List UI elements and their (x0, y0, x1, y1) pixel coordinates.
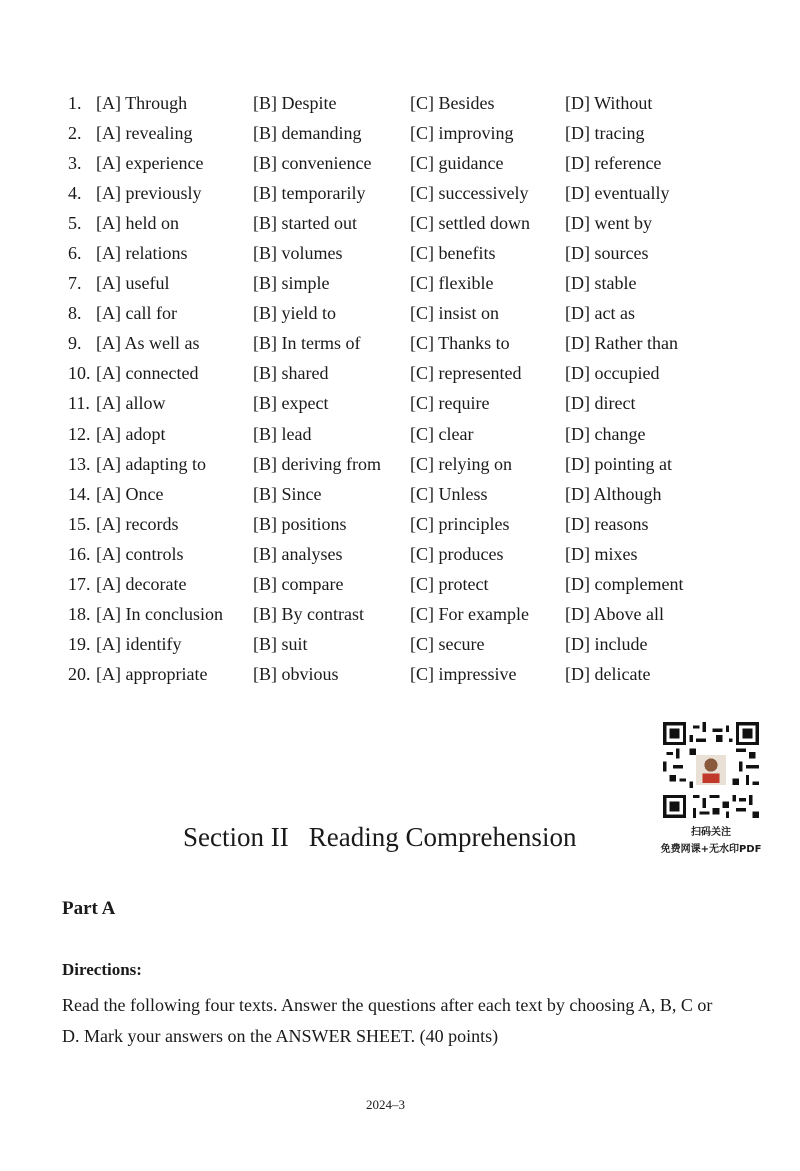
option-c: [C] successively (410, 182, 529, 203)
option-b: [B] lead (253, 423, 312, 444)
option-b: [B] Since (253, 483, 322, 504)
option-b: [B] analyses (253, 543, 343, 564)
option-d: [D] Without (565, 92, 653, 113)
question-number: 2. (68, 122, 82, 143)
question-number: 1. (68, 92, 82, 113)
question-row (68, 178, 728, 208)
option-b: [B] obvious (253, 664, 339, 685)
option-c: [C] principles (410, 513, 510, 534)
option-b: [B] convenience (253, 152, 372, 173)
question-row (68, 419, 728, 449)
question-number: 19. (68, 634, 91, 655)
option-a: [A] adopt (96, 423, 166, 444)
question-row (68, 148, 728, 178)
question-row (68, 600, 728, 630)
option-b: [B] positions (253, 513, 347, 534)
question-row (68, 269, 728, 299)
question-number: 4. (68, 182, 82, 203)
question-number: 18. (68, 604, 91, 625)
option-d: [D] mixes (565, 543, 638, 564)
question-number: 14. (68, 483, 91, 504)
option-d: [D] tracing (565, 122, 645, 143)
option-c: [C] settled down (410, 212, 530, 233)
option-a: [A] connected (96, 363, 199, 384)
option-c: [C] Thanks to (410, 333, 510, 354)
question-row (68, 660, 728, 690)
option-d: [D] direct (565, 393, 636, 414)
option-d: [D] delicate (565, 664, 651, 685)
question-row (68, 539, 728, 569)
question-number: 13. (68, 453, 91, 474)
option-a: [A] adapting to (96, 453, 206, 474)
option-b: [B] expect (253, 393, 329, 414)
question-number: 16. (68, 543, 91, 564)
option-c: [C] produces (410, 543, 504, 564)
option-a: [A] allow (96, 393, 166, 414)
option-b: [B] volumes (253, 243, 343, 264)
option-c: [C] represented (410, 363, 522, 384)
page-number: 2024–3 (366, 1097, 405, 1112)
option-a: [A] controls (96, 543, 184, 564)
question-number: 10. (68, 363, 91, 384)
directions-text: Read the following four texts. Answer the questions after each text by choosing A, B, C or D. Mark your answers on the ANSWER SHEET. (40 points) (62, 995, 713, 1046)
option-d: [D] went by (565, 212, 652, 233)
option-c: [C] For example (410, 604, 529, 625)
option-d: [D] sources (565, 243, 649, 264)
option-d: [D] Above all (565, 604, 664, 625)
option-c: [C] require (410, 393, 490, 414)
option-a: [A] call for (96, 303, 177, 324)
option-c: [C] benefits (410, 243, 496, 264)
question-number: 7. (68, 273, 82, 294)
section-title (183, 822, 576, 853)
question-number: 17. (68, 574, 91, 595)
question-row (68, 449, 728, 479)
option-c: [C] relying on (410, 453, 512, 474)
option-b: [B] shared (253, 363, 329, 384)
section-heading: Reading Comprehension (308, 822, 577, 852)
option-a: [A] relations (96, 243, 188, 264)
option-d: [D] reasons (565, 513, 649, 534)
option-c: [C] flexible (410, 273, 494, 294)
question-row (68, 329, 728, 359)
question-row (68, 630, 728, 660)
option-d: [D] eventually (565, 182, 670, 203)
option-c: [C] insist on (410, 303, 500, 324)
option-a: [A] held on (96, 212, 179, 233)
question-number: 5. (68, 212, 82, 233)
directions-label: Directions: (62, 960, 142, 979)
qr-caption-line2: 免费网课+无水印PDF (660, 844, 762, 855)
option-b: [B] deriving from (253, 453, 381, 474)
option-d: [D] reference (565, 152, 662, 173)
question-number: 6. (68, 243, 82, 264)
option-a: [A] appropriate (96, 664, 208, 685)
option-b: [B] Despite (253, 92, 337, 113)
options-list (68, 88, 728, 690)
option-a: [A] revealing (96, 122, 193, 143)
option-b: [B] suit (253, 634, 308, 655)
option-b: [B] In terms of (253, 333, 361, 354)
option-a: [A] useful (96, 273, 170, 294)
question-number: 20. (68, 664, 91, 685)
question-number: 8. (68, 303, 82, 324)
option-d: [D] Although (565, 483, 662, 504)
option-d: [D] Rather than (565, 333, 678, 354)
option-d: [D] include (565, 634, 648, 655)
option-b: [B] By contrast (253, 604, 364, 625)
option-a: [A] Once (96, 483, 164, 504)
qr-code-icon[interactable] (663, 722, 759, 818)
option-a: [A] In conclusion (96, 604, 223, 625)
question-row (68, 509, 728, 539)
option-a: [A] decorate (96, 574, 187, 595)
option-b: [B] yield to (253, 303, 336, 324)
option-b: [B] compare (253, 574, 344, 595)
option-c: [C] Unless (410, 483, 488, 504)
option-d: [D] complement (565, 574, 684, 595)
option-a: [A] identify (96, 634, 182, 655)
qr-caption-line1: 扫码关注 (691, 827, 731, 838)
question-row (68, 570, 728, 600)
question-row (68, 118, 728, 148)
option-c: [C] secure (410, 634, 485, 655)
question-number: 12. (68, 423, 91, 444)
option-a: [A] previously (96, 182, 202, 203)
option-d: [D] occupied (565, 363, 660, 384)
option-b: [B] started out (253, 212, 357, 233)
question-row (68, 299, 728, 329)
option-a: [A] Through (96, 92, 188, 113)
question-row (68, 208, 728, 238)
option-a: [A] As well as (96, 333, 200, 354)
option-c: [C] clear (410, 423, 474, 444)
option-d: [D] stable (565, 273, 637, 294)
question-number: 9. (68, 333, 82, 354)
option-c: [C] Besides (410, 92, 495, 113)
option-c: [C] impressive (410, 664, 517, 685)
qr-promo (640, 722, 782, 858)
question-row (68, 238, 728, 268)
question-number: 11. (68, 393, 90, 414)
option-d: [D] act as (565, 303, 635, 324)
part-heading: Part A (62, 898, 116, 919)
option-c: [C] protect (410, 574, 489, 595)
question-row (68, 389, 728, 419)
option-d: [D] change (565, 423, 646, 444)
question-number: 15. (68, 513, 91, 534)
option-c: [C] guidance (410, 152, 504, 173)
question-row (68, 88, 728, 118)
option-b: [B] temporarily (253, 182, 366, 203)
option-a: [A] experience (96, 152, 204, 173)
section-label: Section II (183, 822, 289, 852)
option-b: [B] demanding (253, 122, 362, 143)
question-row (68, 479, 728, 509)
option-c: [C] improving (410, 122, 514, 143)
option-a: [A] records (96, 513, 179, 534)
option-b: [B] simple (253, 273, 330, 294)
option-d: [D] pointing at (565, 453, 672, 474)
question-number: 3. (68, 152, 82, 173)
question-row (68, 359, 728, 389)
